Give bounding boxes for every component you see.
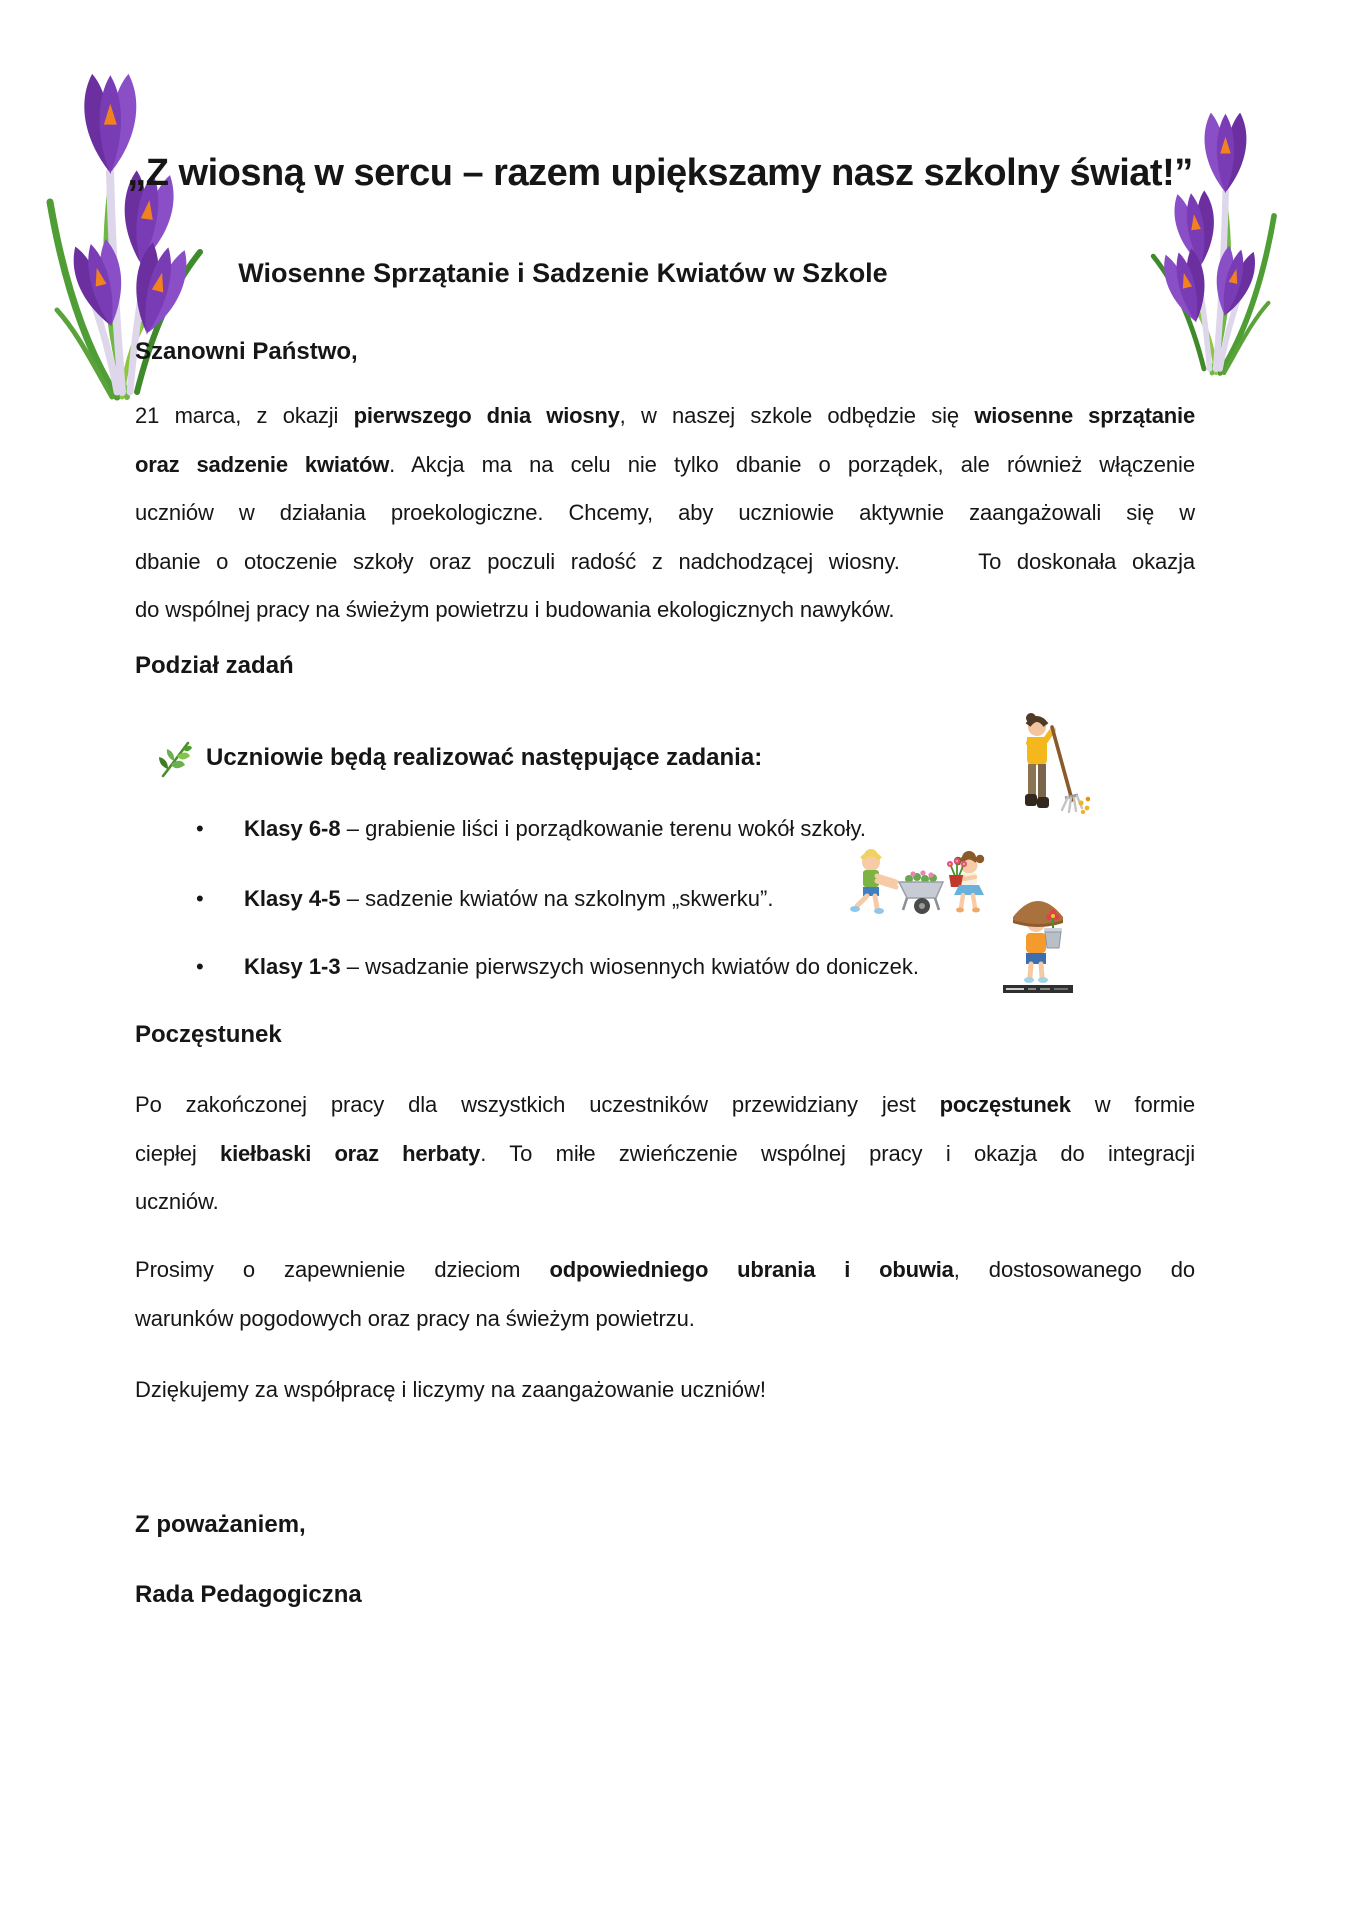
task-text: – grabienie liści i porządkowanie terenu wokół szkoły.: [340, 816, 867, 841]
tasks-lead-row: [158, 738, 762, 778]
tasks-lead-text: Uczniowie będą realizować następujące zadania:: [206, 744, 763, 771]
closing-signature: Rada Pedagogiczna: [135, 1581, 362, 1608]
refreshments-heading: Poczęstunek: [135, 1021, 282, 1048]
crocus-right-image: [1085, 95, 1335, 377]
refreshments-paragraph: Po zakończonej pracy dla wszystkich uczestników przewidziany jest poczęstunek w formie ciepłej kiełbaski oraz herbaty. To miłe zwieńczenie wspólnej pracy i okazja do integracji uczniów.: [135, 1092, 1195, 1215]
flower-pot-boy-image: [1003, 893, 1073, 993]
raking-person-image: [985, 710, 1090, 815]
bullet-dot-icon: •: [196, 886, 204, 911]
task-label: Klasy 6-8: [244, 816, 341, 841]
task-label: Klasy 1-3: [244, 954, 341, 979]
task-text: – wsadzanie pierwszych wiosennych kwiatów do doniczek.: [340, 954, 920, 979]
thanks-line: Dziękujemy za współpracę i liczymy na zaangażowanie uczniów!: [135, 1377, 766, 1402]
intro-paragraph: 21 marca, z okazji pierwszego dnia wiosny, w naszej szkole odbędzie się wiosenne sprzątanie oraz sadzenie kwiatów. Akcja ma na celu nie tylko dbanie o porządek, ale również włączenie uczniów w działania proekologiczne. Chcemy, aby uczniowie aktywnie zaangażowali się w dbanie o otoczenie szkoły oraz poczuli radość z nadchodzącej wiosny. To doskonała okazja do wspólnej pracy na świeżym powietrzu i budowania ekologicznych nawyków.: [135, 403, 1195, 623]
task-label: Klasy 4-5: [244, 886, 341, 911]
clothing-paragraph: Prosimy o zapewnienie dzieciom odpowiedniego ubrania i obuwia, dostosowanego do warunków pogodowych oraz pracy na świeżym powietrzu.: [135, 1257, 1195, 1331]
task-item-2: [196, 886, 773, 912]
task-item-1: [196, 816, 866, 842]
page-subtitle: Wiosenne Sprzątanie i Sadzenie Kwiatów w Szkole: [238, 258, 888, 288]
page-title: „Z wiosną w sercu – razem upiększamy nasz szkolny świat!”: [127, 152, 1193, 194]
wheelbarrow-children-image: [843, 846, 997, 918]
closing-salutation: Z poważaniem,: [135, 1511, 306, 1538]
bullet-dot-icon: •: [196, 816, 204, 841]
tasks-heading: Podział zadań: [135, 652, 294, 679]
crocus-bouquet-mirrored-svg: [1085, 95, 1335, 377]
salutation: Szanowni Państwo,: [135, 338, 358, 365]
bullet-dot-icon: •: [196, 954, 204, 979]
leaf-sprig-icon: [158, 738, 192, 778]
task-item-3: [196, 954, 919, 980]
task-text: – sadzenie kwiatów na szkolnym „skwerku”.: [340, 886, 774, 911]
